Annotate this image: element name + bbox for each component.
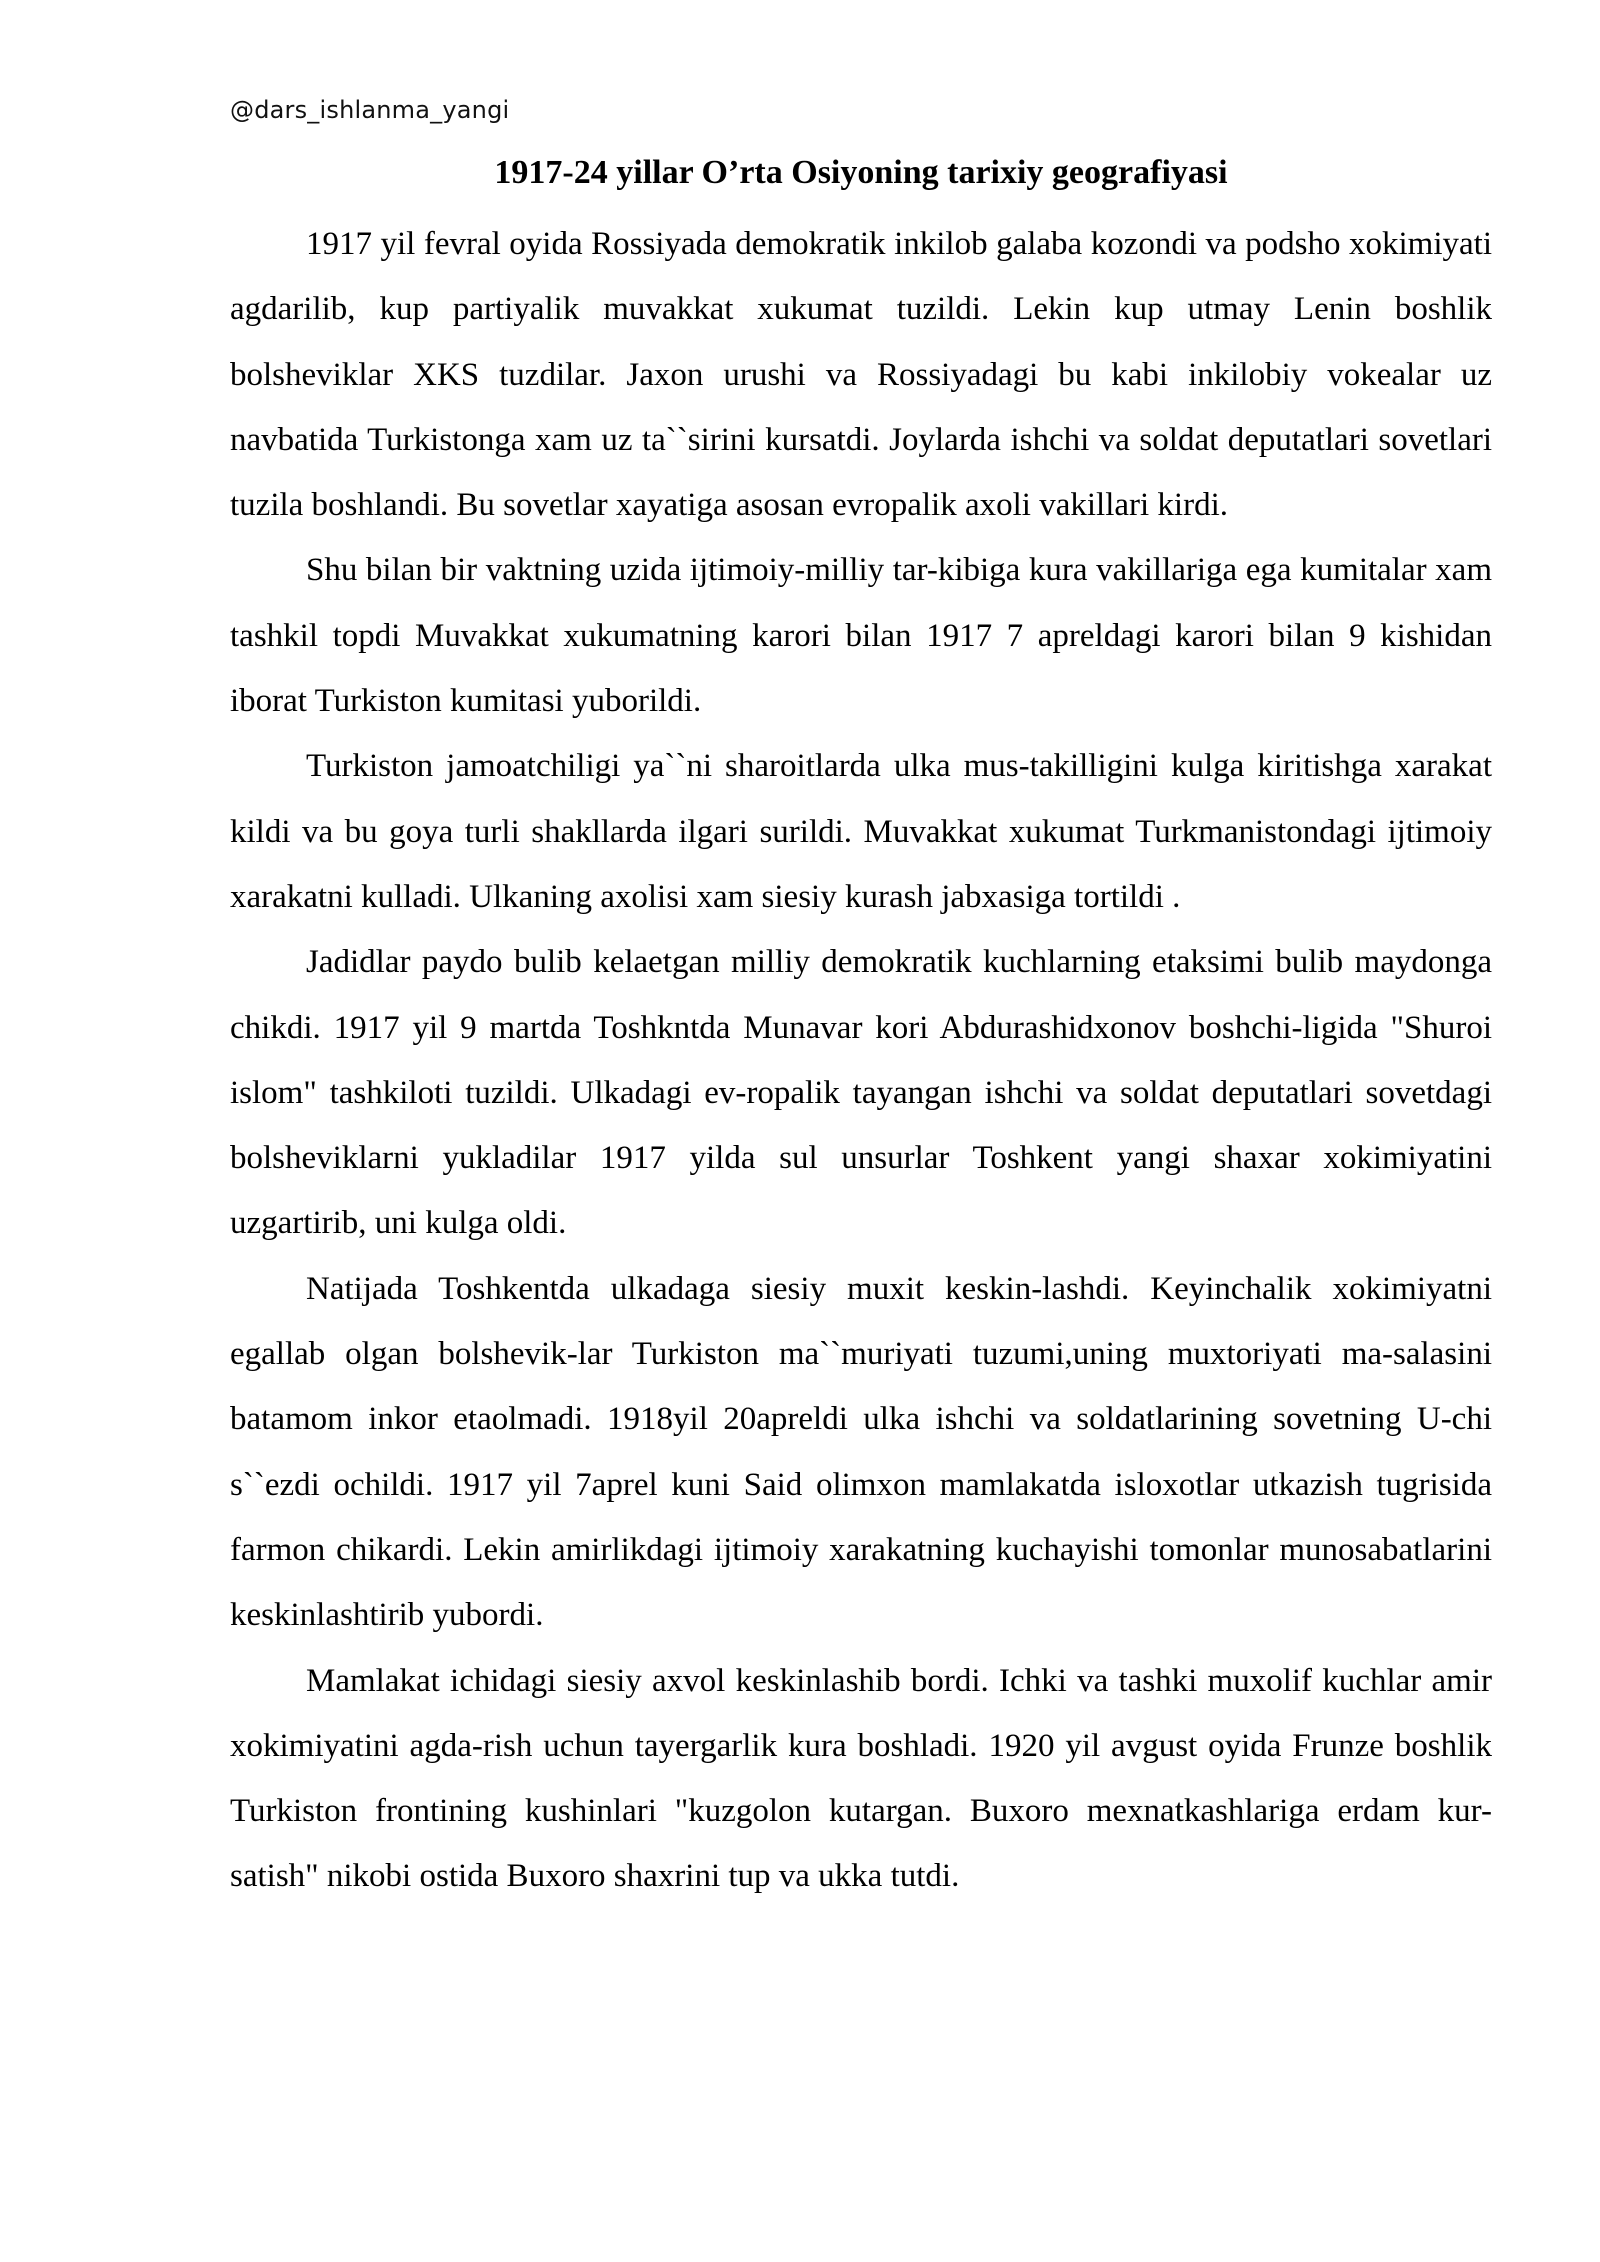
- paragraph-2: Shu bilan bir vaktning uzida ijtimoiy-milliy tar-kibiga kura vakillariga ega kumitalar xam tashkil topdi Muvakkat xukumatning karori bilan 1917 7 apreldagi karori bilan 9 kishidan iborat Turkiston kumitasi yuborildi.: [230, 552, 1492, 720]
- paragraph-6: Mamlakat ichidagi siesiy axvol keskinlashib bordi. Ichki va tashki muxolif kuchlar amir xokimiyatini agda-rish uchun tayergarlik kura boshladi. 1920 yil avgust oyida Frunze boshlik Turkiston frontining kushinlari "kuzgolon kutargan. Buxoro mexnatkashlariga erdam kur-satish" nikobi ostida Buxoro shaxrini tup va ukka tutdi.: [230, 1662, 1492, 1895]
- paragraph-4: Jadidlar paydo bulib kelaetgan milliy demokratik kuchlarning etaksimi bulib maydonga chikdi. 1917 yil 9 martda Toshkntda Munavar kori Abdurashidxonov boshchi-ligida "Shuroi islom" tashkiloti tuzildi. Ulkadagi ev-ropalik tayangan ishchi va soldat deputatlari sovetdagi bolsheviklarni yukladilar 1917 yilda sul unsurlar Toshkent yangi shaxar xokimiyatini uzgartirib, uni kulga oldi.: [230, 944, 1492, 1242]
- paragraph-3: Turkiston jamoatchiligi ya``ni sharoitlarda ulka mus-takilligini kulga kiritishga xarakat kildi va bu goya turli shakllarda ilgari surildi. Muvakkat xukumat Turkmanistondagi ijtimoiy xarakatni kulladi. Ulkaning axolisi xam siesiy kurash jabxasiga tortildi .: [230, 748, 1492, 915]
- page-title: 1917-24 yillar O’rta Osiyoning tarixiy geografiyasi: [494, 154, 1228, 191]
- paragraph-1: 1917 yil fevral oyida Rossiyada demokratik inkilob galaba kozondi va podsho xokimiyati agdarilib, kup partiyalik muvakkat xukumat tuzildi. Lekin kup utmay Lenin boshlik bolsheviklar XKS tuzdilar. Jaxon urushi va Rossiyadagi bu kabi inkilobiy vokealar uz navbatida Turkistonga xam uz ta``sirini kursatdi. Joylarda ishchi va soldat deputatlari sovetlari tuzila boshlandi. Bu sovetlar xayatiga asosan evropalik axoli vakillari kirdi.: [230, 226, 1492, 524]
- paragraph-5: Natijada Toshkentda ulkadaga siesiy muxit keskin-lashdi. Keyinchalik xokimiyatni egallab olgan bolshevik-lar Turkiston ma``muriyati tuzumi,uning muxtoriyati ma-salasini batamom inkor etaolmadi. 1918yil 20apreldi ulka ishchi va soldatlarining sovetning U-chi s``ezdi ochildi. 1917 yil 7aprel kuni Said olimxon mamlakatda isloxotlar utkazish tugrisida farmon chikardi. Lekin amirlikdagi ijtimoiy xarakatning kuchayishi tomonlar munosabatlarini keskinlashtirib yubordi.: [230, 1270, 1492, 1634]
- watermark-handle: @dars_ishlanma_yangi: [230, 96, 510, 124]
- document-body: [230, 212, 1492, 1910]
